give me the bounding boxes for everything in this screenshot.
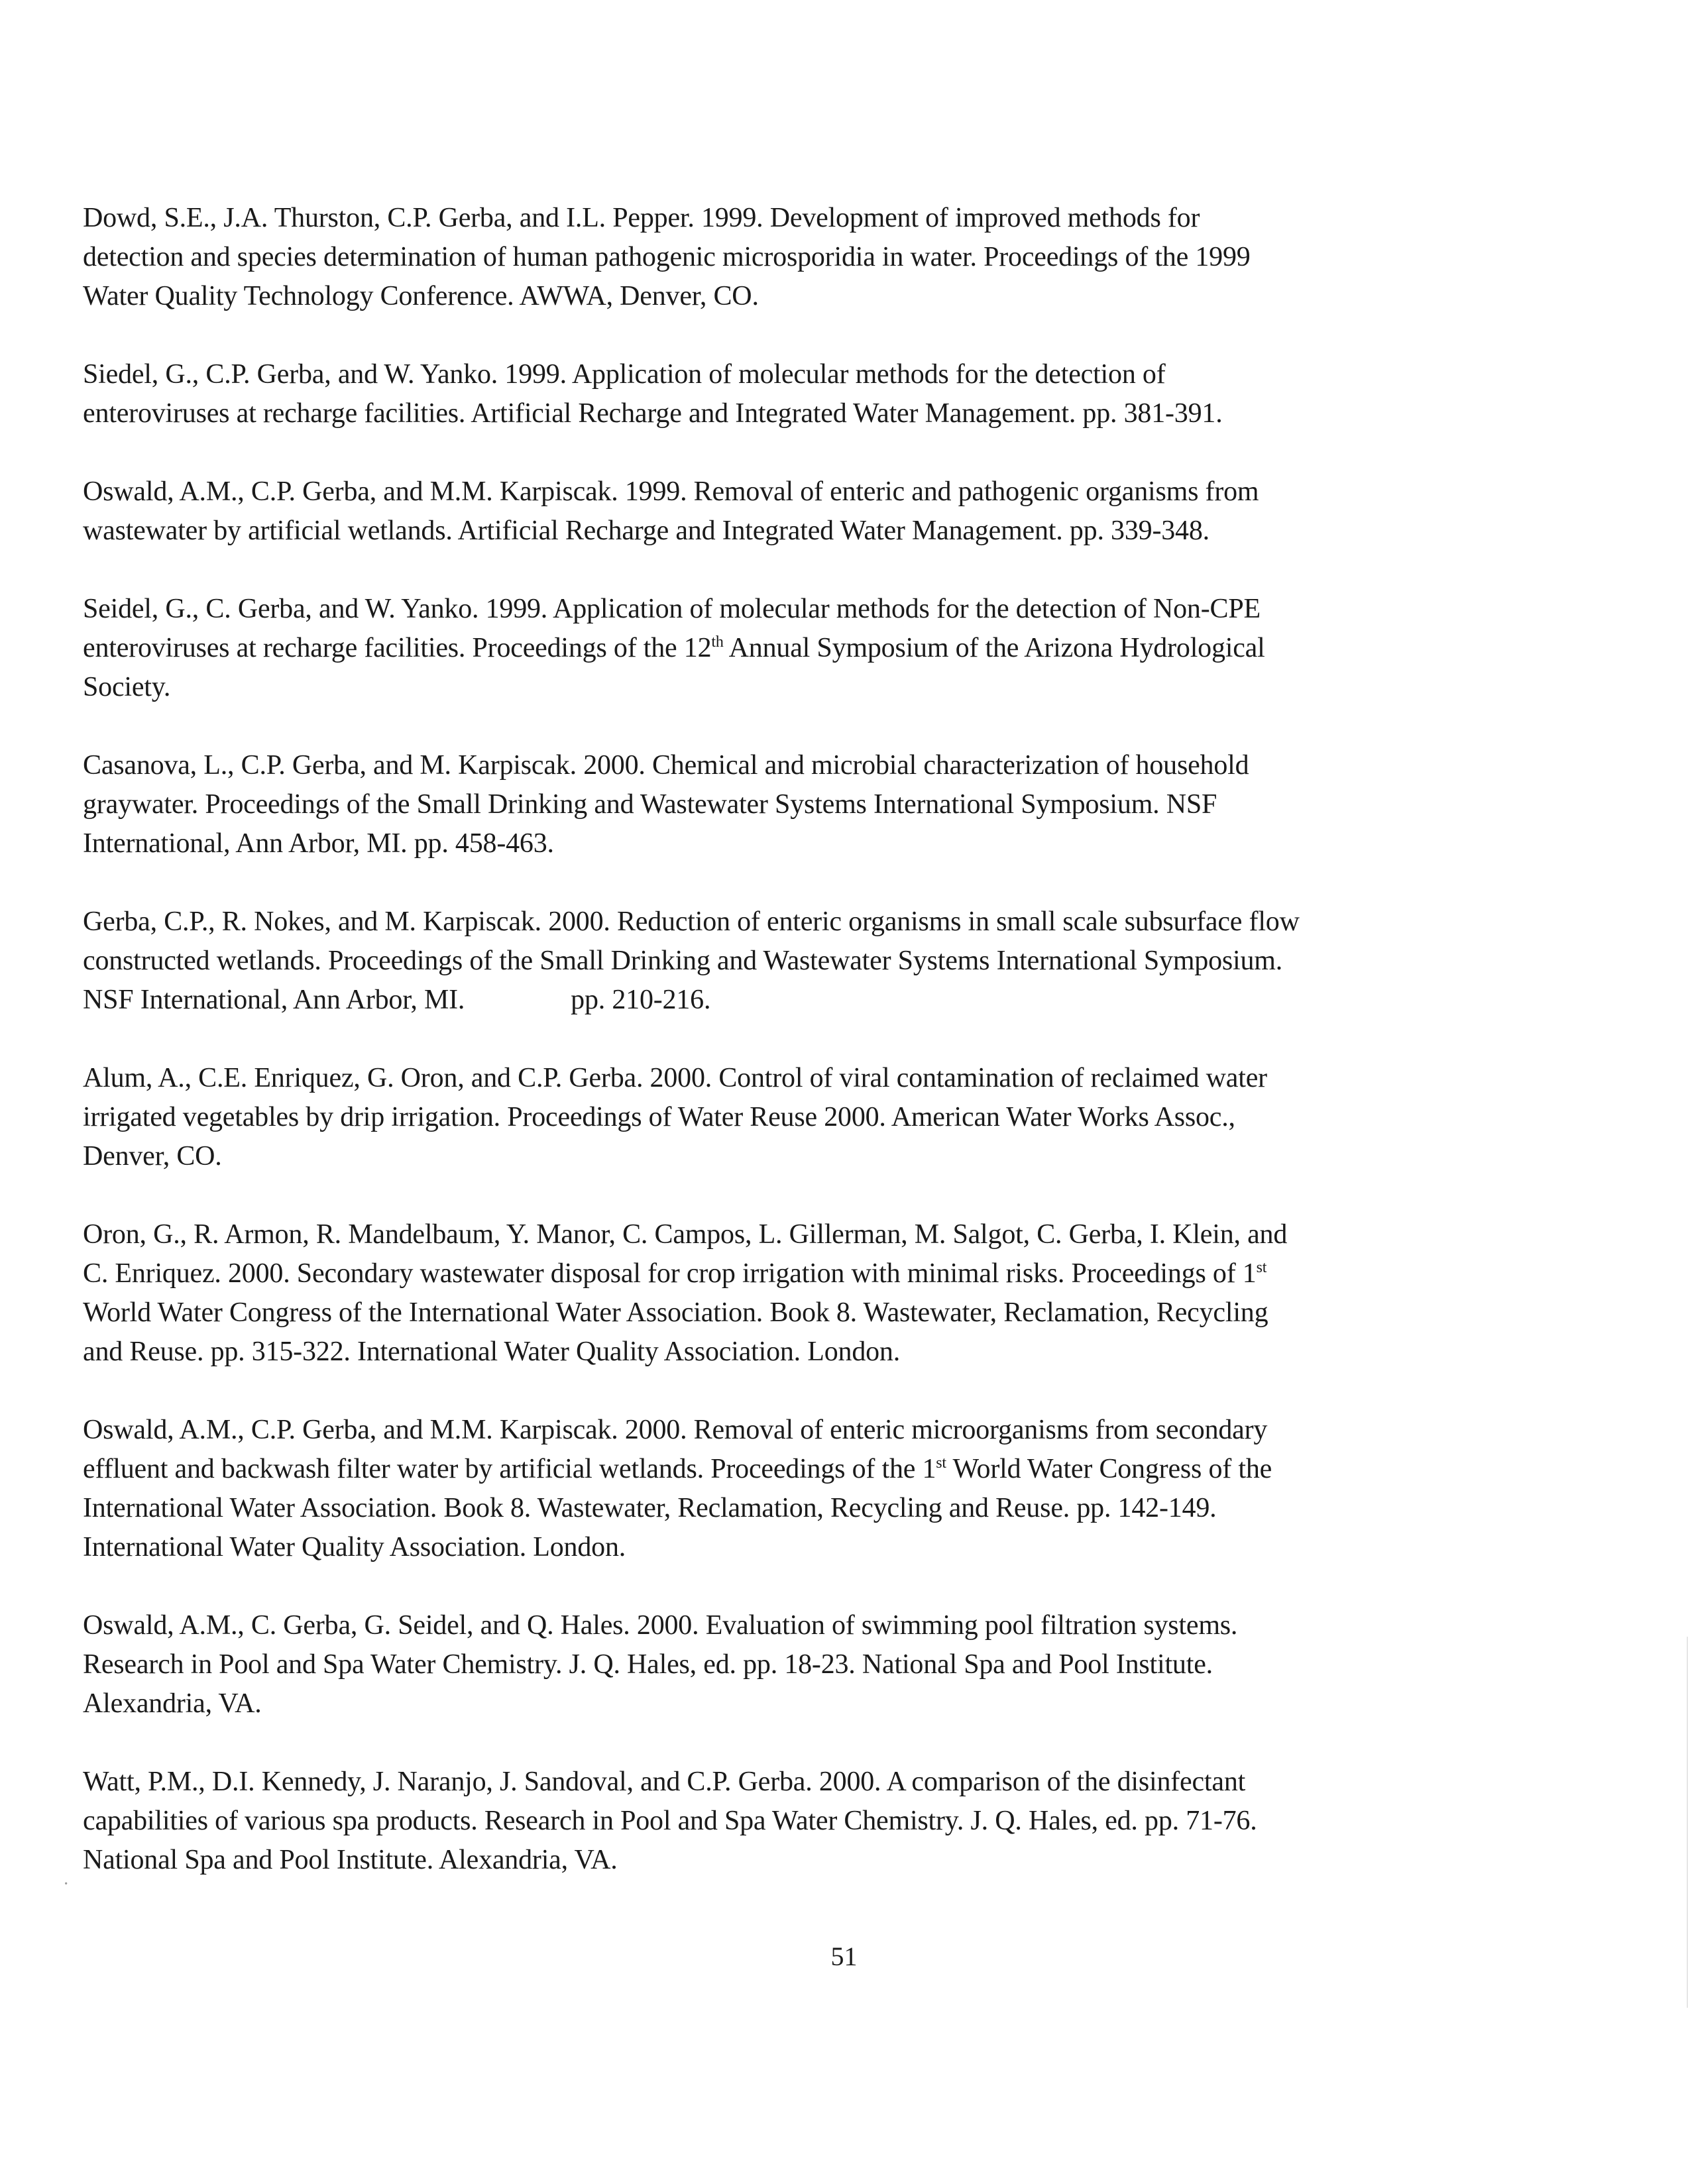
reference-entry (83, 1411, 1574, 1567)
reference-line: irrigated vegetables by drip irrigation. Proceedings of Water Reuse 2000. American Water Works Assoc., (83, 1102, 1235, 1132)
reference-line: Watt, P.M., D.I. Kennedy, J. Naranjo, J. Sandoval, and C.P. Gerba. 2000. A comparison of the disinfectant (83, 1767, 1246, 1797)
reference-line: Casanova, L., C.P. Gerba, and M. Karpiscak. 2000. Chemical and microbial characterization of household (83, 750, 1249, 781)
reference-entry (83, 1059, 1574, 1176)
page-number: 51 (830, 1941, 858, 1971)
reference-line (83, 1450, 1574, 1489)
reference-entry (83, 1763, 1574, 1880)
reference-line: World Water Congress of the International Water Association. Book 8. Wastewater, Reclamation, Recycling (83, 1297, 1268, 1328)
reference-line: enteroviruses at recharge facilities. Artificial Recharge and Integrated Water Management. pp. 381-391. (83, 398, 1223, 429)
reference-line: graywater. Proceedings of the Small Drinking and Wastewater Systems International Symposium. NSF (83, 789, 1217, 820)
reference-line: National Spa and Pool Institute. Alexandria, VA. (83, 1845, 618, 1875)
reference-line: Seidel, G., C. Gerba, and W. Yanko. 1999. Application of molecular methods for the detection of Non-CPE (83, 594, 1261, 624)
reference-pages: pp. 210-216. (571, 985, 711, 1015)
reference-text: NSF International, Ann Arbor, MI. (83, 985, 465, 1015)
ordinal-suffix: st (1256, 1259, 1267, 1276)
reference-line: Alexandria, VA. (83, 1688, 262, 1719)
reference-entry (83, 590, 1574, 707)
reference-line: Siedel, G., C.P. Gerba, and W. Yanko. 1999. Application of molecular methods for the detection of (83, 359, 1166, 390)
reference-line: Oswald, A.M., C. Gerba, G. Seidel, and Q. Hales. 2000. Evaluation of swimming pool filtration systems. (83, 1610, 1238, 1641)
reference-line: detection and species determination of human pathogenic microsporidia in water. Proceedings of the 1999 (83, 242, 1251, 272)
reference-entry (83, 355, 1574, 433)
reference-line: Research in Pool and Spa Water Chemistry. J. Q. Hales, ed. pp. 18-23. National Spa and Pool Institute. (83, 1649, 1213, 1680)
reference-line: Gerba, C.P., R. Nokes, and M. Karpiscak. 2000. Reduction of enteric organisms in small scale subsurface flow (83, 906, 1300, 937)
ordinal-suffix: th (711, 633, 724, 651)
reference-line: Denver, CO. (83, 1141, 222, 1172)
reference-line: and Reuse. pp. 315-322. International Water Quality Association. London. (83, 1337, 901, 1367)
reference-text: enteroviruses at recharge facilities. Proceedings of the 12 (83, 633, 712, 663)
reference-line: Society. (83, 672, 171, 702)
reference-entry (83, 746, 1574, 863)
reference-line: Alum, A., C.E. Enriquez, G. Oron, and C.P. Gerba. 2000. Control of viral contamination of reclaimed water (83, 1063, 1267, 1093)
reference-line (83, 1254, 1574, 1293)
reference-text: World Water Congress of the (946, 1454, 1272, 1484)
reference-line (83, 981, 1574, 1020)
reference-line: Oswald, A.M., C.P. Gerba, and M.M. Karpiscak. 2000. Removal of enteric microorganisms from secondary (83, 1415, 1268, 1445)
ordinal-suffix: st (936, 1454, 946, 1472)
reference-text: C. Enriquez. 2000. Secondary wastewater disposal for crop irrigation with minimal risks. Proceedings of 1 (83, 1258, 1257, 1289)
reference-line: capabilities of various spa products. Research in Pool and Spa Water Chemistry. J. Q. Hales, ed. pp. 71-76. (83, 1806, 1257, 1836)
reference-line: wastewater by artificial wetlands. Artificial Recharge and Integrated Water Management. pp. 339-348. (83, 516, 1210, 546)
reference-line (83, 629, 1574, 668)
reference-list (83, 199, 1574, 1919)
reference-entry (83, 472, 1574, 551)
reference-line: Oron, G., R. Armon, R. Mandelbaum, Y. Manor, C. Campos, L. Gillerman, M. Salgot, C. Gerba, I. Klein, and (83, 1219, 1288, 1250)
margin-mark: · (63, 1874, 70, 1894)
reference-entry (83, 199, 1574, 316)
reference-text: effluent and backwash filter water by artificial wetlands. Proceedings of the 1 (83, 1454, 936, 1484)
reference-line: Oswald, A.M., C.P. Gerba, and M.M. Karpiscak. 1999. Removal of enteric and pathogenic organisms from (83, 476, 1259, 507)
reference-line: International Water Quality Association. London. (83, 1532, 626, 1562)
reference-entry (83, 902, 1574, 1020)
reference-text: Annual Symposium of the Arizona Hydrological (723, 633, 1265, 663)
reference-line: Water Quality Technology Conference. AWWA, Denver, CO. (83, 281, 759, 311)
reference-entry (83, 1215, 1574, 1372)
reference-entry (83, 1606, 1574, 1723)
reference-line: Dowd, S.E., J.A. Thurston, C.P. Gerba, and I.L. Pepper. 1999. Development of improved methods for (83, 203, 1200, 233)
reference-line: International Water Association. Book 8. Wastewater, Reclamation, Recycling and Reuse. pp. 142-149. (83, 1493, 1217, 1523)
reference-line: International, Ann Arbor, MI. pp. 458-463. (83, 828, 554, 859)
reference-line: constructed wetlands. Proceedings of the Small Drinking and Wastewater Systems International Symposium. (83, 946, 1283, 976)
